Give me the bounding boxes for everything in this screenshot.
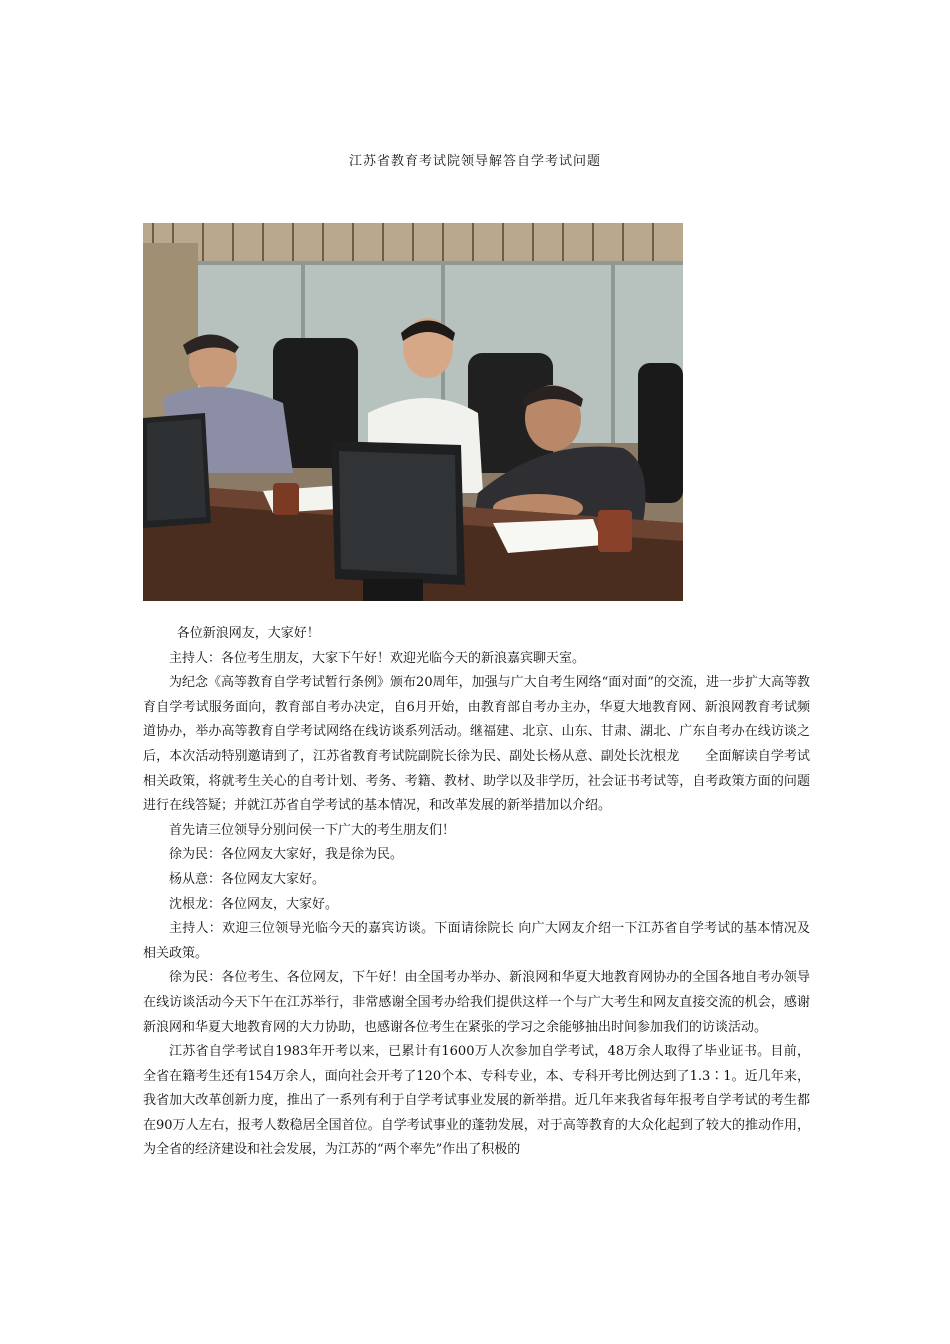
greeting-paragraph: 各位新浪网友，大家好！ (176, 626, 320, 641)
paragraph: 徐为民：各位考生、各位网友，下午好！由全国考办举办、新浪网和华夏大地教育网协办的全国各地自考办领导在线访谈活动今天下午在江苏举行，非常感谢全国考办给我们提供这样一个与广大考生和网友直接交流的机会，感谢新浪网和华夏大地教育网的大力协助，也感谢各位考生在紧张的学习之余能够抽出时间参加我们的访谈活动。 (143, 970, 810, 1035)
paragraph: 为纪念《高等教育自学考试暂行条例》颁布20周年，加强与广大自考生网络“面对面”的交流，进一步扩大高等教育自学考试服务面向，教育部自考办决定，自6月开始，由教育部自考办主办，华夏大地教育网、新浪网教育考试频道协办，举办高等教育自学考试网络在线访谈系列活动。继福建、北京、山东、甘肃、湖北、广东自考办在线访谈之后，本次活动特别邀请到了，江苏省教育考试院副院长徐为民、副处长杨从意、副处长沈根龙 全面解读自学考试相关政策，将就考生关心的自考计划、考务、考籍、教材、助学以及非学历，社会证书考试等，自考政策方面的问题进行在线答疑；并就江苏省自学考试的基本情况，和改革发展的新举措加以介绍。 (143, 675, 810, 814)
paragraph: 徐为民：各位网友大家好，我是徐为民。 (169, 847, 404, 863)
meeting-photo (143, 223, 683, 601)
paragraph: 主持人：各位考生朋友，大家下午好！欢迎光临今天的新浪嘉宾聊天室。 (169, 650, 586, 666)
paragraph: 江苏省自学考试自1983年开考以来，已累计有1600万人次参加自学考试，48万余人取得了毕业证书。目前，全省在籍考生还有154万余人，面向社会开考了120个本、专科专业，本、专科开考比例达到了1.3∶1。近几年来，我省加大改革创新力度，推出了一系列有利于自学考试事业发展的新举措。近几年来我省每年报考自学考试的考生都在90万人左右，报考人数稳居全国首位。自学考试事业的蓬勃发展，对于高等教育的大众化起到了较大的推动作用，为全省的经济建设和社会发展，为江苏的“两个率先”作出了积极的 (143, 1044, 810, 1158)
paragraph: 主持人：欢迎三位领导光临今天的嘉宾访谈。下面请徐院长 向广大网友介绍一下江苏省自学考试的基本情况及相关政策。 (143, 921, 810, 961)
article-body (143, 622, 810, 1163)
paragraph: 杨从意：各位网友大家好。 (169, 871, 326, 887)
paragraph: 沈根龙：各位网友，大家好。 (169, 896, 339, 912)
page-title: 江苏省教育考试院领导解答自学考试问题 (348, 154, 601, 169)
paragraph: 首先请三位领导分别问侯一下广大的考生朋友们！ (169, 822, 456, 838)
